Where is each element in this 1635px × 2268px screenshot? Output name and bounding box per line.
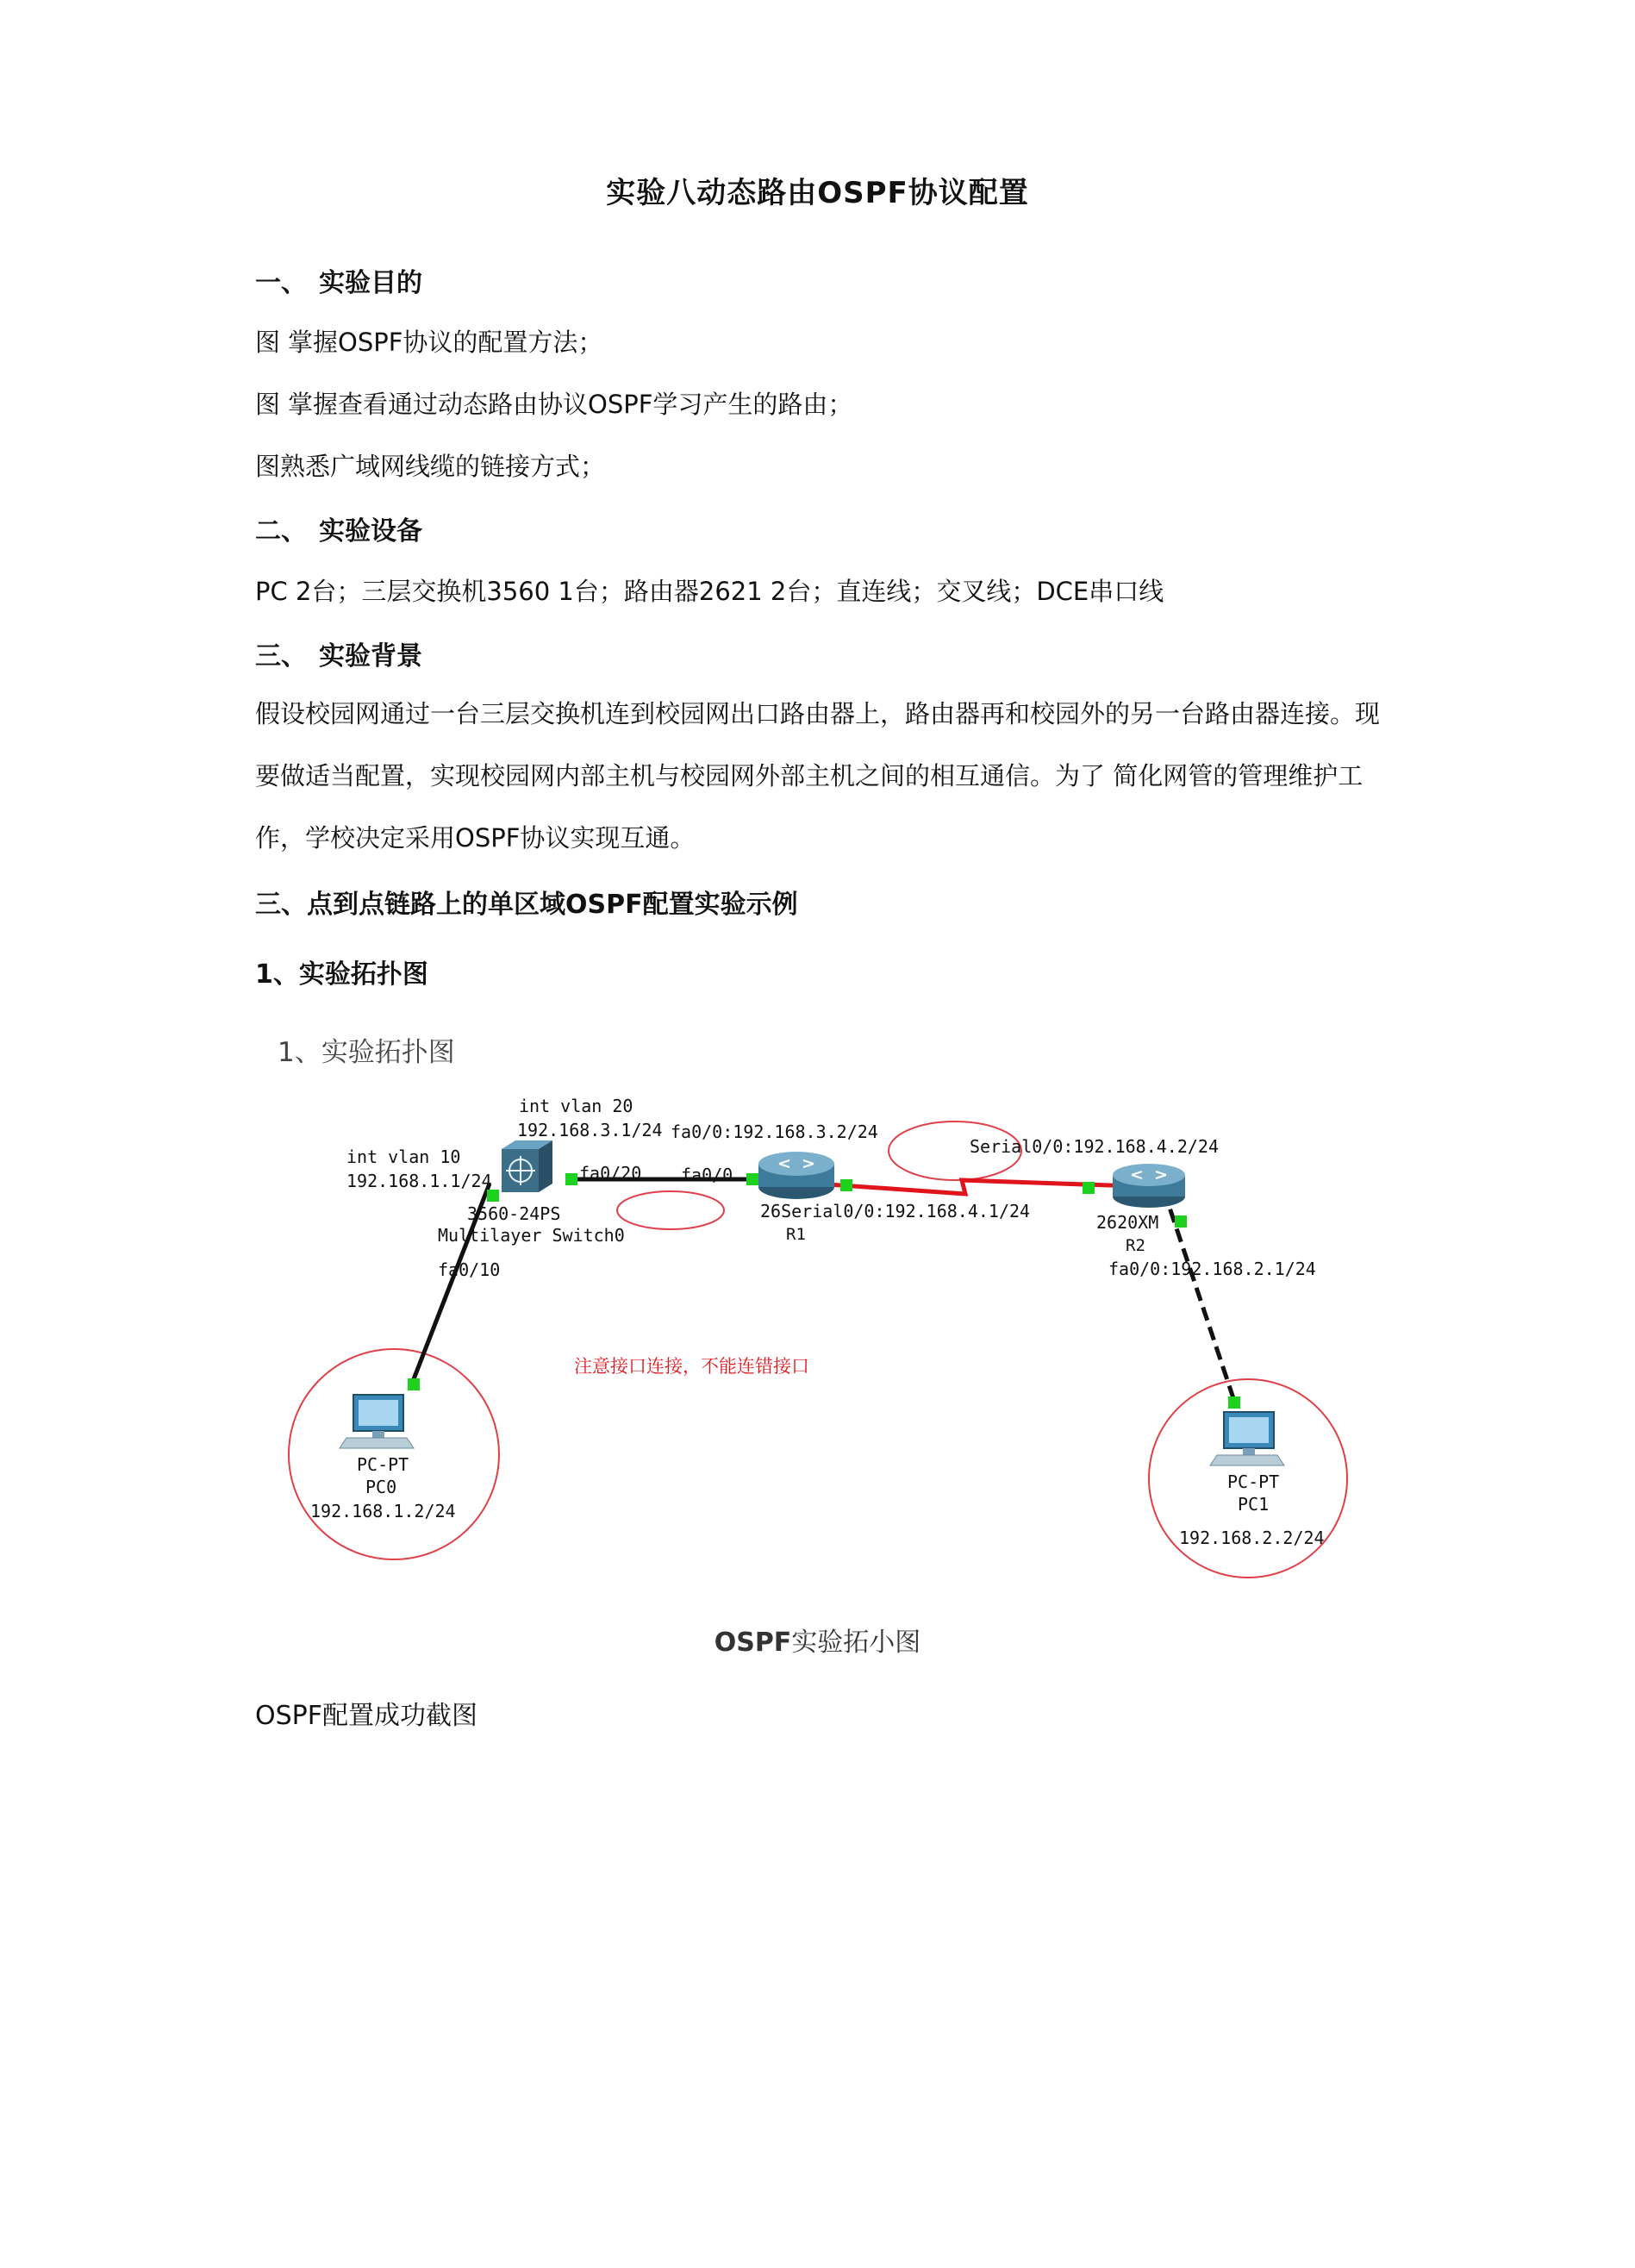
port-dot (487, 1190, 499, 1202)
port-dot (1228, 1396, 1240, 1409)
label-pc1-ip: 192.168.2.2/24 (1179, 1528, 1325, 1548)
label-r1-serial: 26Serial0/0:192.168.4.1/24 (760, 1201, 1031, 1221)
label-r2-model: 2620XM (1096, 1212, 1159, 1233)
multilayer-switch-icon (502, 1140, 552, 1192)
figure-caption-bold: OSPF (714, 1628, 792, 1658)
label-pc0-type: PC-PT (357, 1454, 409, 1475)
port-dot (1175, 1215, 1187, 1228)
section-heading-background (255, 634, 422, 672)
section-title: 实验背景 (319, 641, 422, 672)
section-heading-objectives (255, 261, 422, 299)
pc1-computer-icon (1210, 1412, 1284, 1465)
section-number: 一、 (255, 268, 307, 298)
sub-heading-topology: 1、实验拓扑图 (255, 959, 428, 990)
section-title: 实验设备 (319, 516, 422, 547)
background-paragraph: 假设校园网通过一台三层交换机连到校园网出口路由器上，路由器再和校园外的另一台路由器连接。现要做适当配置，实现校园网内部主机与校园网外部主机之间的相互通信。为了 简化网管的管理维护工作，学校决定采用OSPF协议实现互通。 (255, 699, 1381, 853)
port-dot (565, 1173, 577, 1185)
label-connection-note: 注意接口连接，不能连错接口 (574, 1356, 809, 1377)
label-vlan10: int vlan 10 (346, 1146, 461, 1167)
bullet-mark: 图 (255, 328, 281, 357)
label-pc1-name: PC1 (1238, 1494, 1270, 1515)
bullet-mark: 图 (255, 390, 281, 419)
figure-caption (0, 1621, 1635, 1659)
topology-diagram (276, 1082, 1396, 1582)
label-pc0-name: PC0 (365, 1477, 397, 1497)
document-title: 实验八动态路由OSPF协议配置 (606, 176, 1029, 210)
port-dot (408, 1378, 420, 1390)
label-vlan10-ip: 192.168.1.1/24 (346, 1171, 492, 1191)
fa-link-highlight-ellipse (617, 1191, 724, 1229)
label-vlan20: int vlan 20 (519, 1096, 633, 1116)
label-pc0-ip: 192.168.1.2/24 (310, 1501, 456, 1521)
objective-text: 掌握OSPF协议的配置方法； (288, 328, 603, 357)
label-r1-fa00: fa0/0:192.168.3.2/24 (671, 1122, 878, 1142)
label-sw-fa010: fa0/10 (438, 1259, 501, 1280)
port-dot (840, 1179, 852, 1191)
port-dot (1083, 1182, 1095, 1194)
label-sw-port-fa020: fa0/20 (579, 1163, 642, 1184)
port-dot (746, 1173, 758, 1185)
pc0-computer-icon (340, 1395, 414, 1448)
equipment-text: PC 2台；三层交换机3560 1台；路由器2621 2台；直连线；交叉线；DCE串口线 (255, 577, 1164, 606)
figure-caption-rest: 实验拓小图 (791, 1628, 921, 1658)
objective-text: 熟悉广域网线缆的链接方式； (280, 452, 606, 481)
label-r1-fa00-short: fa0/0 (681, 1165, 733, 1185)
label-r2-serial: Serial0/0:192.168.4.2/24 (970, 1136, 1219, 1157)
link-r2-pc1 (1164, 1190, 1234, 1401)
section-title: 实验目的 (319, 268, 422, 298)
section-number: 二、 (255, 516, 307, 547)
router-r1-icon (758, 1152, 834, 1199)
figure-inner-caption: 1、实验拓扑图 (278, 1037, 455, 1068)
screenshot-caption: OSPF配置成功截图 (255, 1701, 478, 1731)
objective-text: 掌握查看通过动态路由协议OSPF学习产生的路由； (288, 390, 853, 419)
label-r2-fa00: fa0/0:192.168.2.1/24 (1108, 1259, 1316, 1279)
section-heading-ospf-example: 三、点到点链路上的单区域OSPF配置实验示例 (255, 890, 798, 920)
objective-item (255, 385, 852, 421)
label-pc1-type: PC-PT (1227, 1471, 1280, 1492)
objective-item (255, 447, 605, 483)
router-r2-icon (1113, 1164, 1185, 1208)
label-sw-model: 3560-24PS (467, 1203, 561, 1224)
objective-item (255, 323, 602, 359)
section-heading-equipment (255, 509, 422, 547)
label-sw-name: Multilayer Switch0 (438, 1225, 625, 1246)
bullet-mark: 图 (255, 452, 281, 481)
label-r2-name: R2 (1126, 1236, 1145, 1255)
label-vlan20-ip: 192.168.3.1/24 (517, 1120, 663, 1140)
label-r1-name: R1 (786, 1225, 806, 1244)
section-number: 三、 (255, 641, 307, 672)
